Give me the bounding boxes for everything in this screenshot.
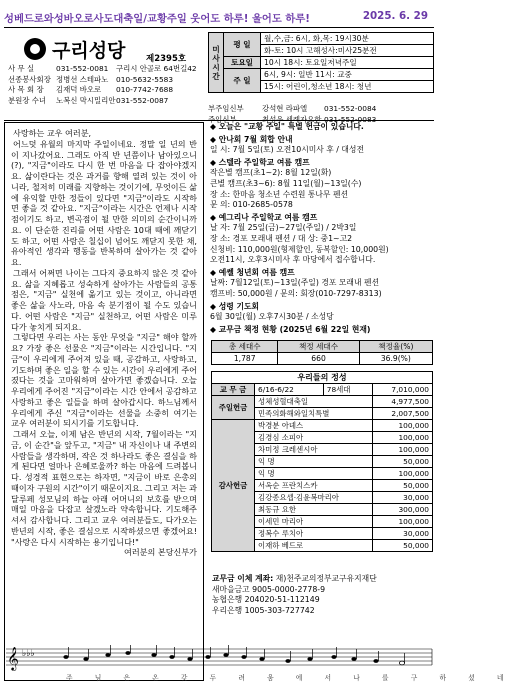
account-holder: 재)천주교의정부교구유지재단 [275,574,377,583]
notice-line: 큰별 캠프(초3~6): 8월 11일(월)~13일(수) [210,178,362,188]
notice-line: 일 시: 7월 5일(토) 오전10시미사 후 / 대성전 [210,145,364,155]
mass-sunday-line2: 15시: 어린이,청소년 18시: 청년 [261,81,434,93]
donation-amount: 300,000 [373,504,433,516]
mass-weekday-label: 평 일 [224,33,261,57]
tithe-account-info [212,574,377,616]
parish-contact-info [8,64,197,106]
letter-paragraph: 사랑하는 교우 여러분, [13,128,92,138]
flat-sign-icon: ♭♭♭ [22,649,35,659]
treble-clef-icon: 𝄞 [7,646,19,670]
donation-amount: 100,000 [373,468,433,480]
notice-title: ◆ 예쎌 청년회 여름 캠프 [210,267,295,277]
stats-header: 책정 세대수 [278,341,359,353]
notice-title: ◆ 성령 기도회 [210,301,260,311]
music-notes [63,645,404,665]
donation-amount: 100,000 [373,516,433,528]
notice-heading: ◆ 오늘은 "교황 주일" 특별 헌금이 있습니다. [210,122,364,131]
donation-name: 민족의화해와일치특별 [255,408,373,420]
header-divider [4,27,434,28]
letter-paragraph: 그래서 오늘, 이제 남은 반년의 시작, 7월이라는 "지금, 이 순간"을 앞두고, "지금" 내 자신이나 내 주변의 사람들을 생각하며, 작은 것 하나라도 좋은 결심을 하게 된다면 얼마나 은혜로울까? 하는 마음에 드려봅니다. 성경적 표현으로는 하자면, "지금이 바로 은총의 때이자 구원의 시간"이기 때문이지요. 그리고 저는 과달루페 성모님의 하늘 아래 어머니의 보호를 받으며 매일 마음을 다잡고 살겠노라 약속합니다. 기도해주셔서 감사합니다. 그리고 교우 여러분들도, 다가오는 반년의 시작, 좋은 결심으로 시작하셨으면 좋겠어요! "사랑은 다시 시작하는 용기입니다!" [11,429,197,547]
notice-title: ◆ 스텔라 주일학교 여름 캠프 [210,157,310,167]
donation-amount: 2,007,500 [373,408,433,420]
donation-amount: 100,000 [373,420,433,432]
header-date: 2025. 6. 29 [362,10,428,22]
contact-row: 사 목 회 장 김재덕 바오로 010-7742-7688 [8,85,174,95]
donation-category: 주일헌금 [212,396,255,420]
notice-line: 캠프비: 50,000원 / 문의: 회장(010-7297-8313) [210,288,382,298]
donation-category: 교 무 금 [212,384,255,396]
stats-header: 책정율(%) [359,341,432,353]
contact-row: 분원장 수녀 노복신 막시밀리안031-552-0087 [8,95,169,105]
mass-weekday-line1: 월,수,금: 6시, 화,목: 19시30분 [261,33,434,45]
top-divider [4,120,434,121]
contact-row: 선종봉사회장 정병선 스테파노 010-5632-5583 [8,74,174,84]
pastor-letter [4,122,204,681]
donation-amount: 50,000 [373,540,433,552]
donation-amount: 7,010,000 [373,384,433,396]
header-text: 성베드로와성바오로사도대축일/교황주일 웃어도 하루! 울어도 하루! [4,13,311,25]
mass-times-table [208,32,434,93]
stats-value: 660 [278,353,359,365]
donation-amount: 30,000 [373,528,433,540]
donation-name: 김강종요셉·김윤복마리아 [255,492,373,504]
account-line: 농협은행 204020-51-112149 [212,595,320,605]
notice-line: 문 의: 010-2685-0578 [210,200,293,210]
notice-line: 작은별 캠프(초1~2): 8월 12일(화) [210,168,332,178]
music-lyrics: 주 님 은 온 갖 두 려 움 에 서 나 를 구 하 셨 네 [66,674,513,682]
letter-signature: 여러분의 본당신부가 [124,547,197,558]
notices-column [210,122,434,335]
issue-number: 제2395호 [146,54,187,64]
letter-paragraph: 그렇다면 우리는 사는 동안 무엇을 "지금" 해야 할까요? 가장 좋은 선물은 "지금"이라는 시간입니다. "지금"이 우리에게 주어져 있을 때, 공감하고, 사랑하고, 기도하며 좋은 일을 할 수 있는 시간이 우리에게 주어졌다는 것을 고마워하며 살아가면 좋겠습니다. 오늘 우리에게 주어진 "지금"이라는 시간 안에서 공감하고 사랑하고 좋은 일들을 하며 살아갑시다. 하느님께서 우리에게 주신 "지금"이라는 선물을 소중히 여기는 교우 여러분이 되시기를 기도합니다. [11,332,197,429]
donation-name: 최동규 요한 [255,504,373,516]
notice-line: 날 자: 7월 25일(금)~27일(주일) / 2박3일 [210,223,357,233]
clergy-row: 부주임신부 강석현 라파엘 031-552-0084 [208,104,377,113]
notice-line: 6월 30일(월) 오후7시30분 / 소성당 [210,312,334,322]
donation-name: 박경분 아녜스 [255,420,373,432]
donations-table [211,371,433,552]
stats-value: 1,787 [212,353,278,365]
letter-paragraph: 어느덧 유월의 마지막 주일이네요. 정말 일 년의 반이 지나갔어요. 그래도 아직 반 년쯤이나 남아있으니(?), "지금"이라도 다시 한 번 마음을 다 잡아야겠지요. 삶이란다는 것은 과거를 향해 열려 있는 것이 아니라, 철저히 미래를 지향하는 것이기에, 무엇이든 삶에 유익할 만한 정들이 있다면 "지금"이라도 시작하면 좋을 것 같아요. "지금"이라는 시간은 언제나 시작점이기도 하고, 변곡점이 될 만한 의미의 순간이니까요. 이 단순한 진리를 어떤 사람은 10대 때에 깨닫기도 하고, 어떤 사람은 칠십이 넘어도 깨닫지 못한 채, 유아적인 생각과 행동을 반복하며 살아가는 것 같아요. [11,138,197,267]
donation-name: 차미정 크레센시아 [255,444,373,456]
donations-caption: 우리들의 정성 [212,372,433,384]
donation-amount: 50,000 [373,456,433,468]
contact-row: 사 무 실 031-552-0081 구리시 안골로 64번길42 [8,64,197,73]
donation-name: 이세민 마리아 [255,516,373,528]
donation-amount: 50,000 [373,480,433,492]
notice-title: ◆ 예그리나 주일학교 여름 캠프 [210,212,318,222]
mass-times-side-label: 미사시간 [209,33,224,93]
letter-paragraph: 그래서 어쩌면 나이는 그다지 중요하지 않은 것 같아요. 삶을 지혜롭고 성숙하게 살아가는 사람들의 공통점은, "지금" 실천에 옮기고 있는 것이고, 아니라면 좋은 삶을 사노라, 마음 속 분기점이 될 수도 있습니다. 어떤 사람은 "지금" 실천하고, 어떤 사람은 미루다가 놓치게 되지요. [11,267,197,332]
donation-name: 김경심 소피아 [255,432,373,444]
notice-title: ◆ 안나회 7월 회합 안내 [210,134,293,144]
tithe-stats-table [211,340,433,365]
donation-amount: 100,000 [373,444,433,456]
stats-title: ◆ 교무금 책정 현황 (2025년 6월 22일 현재) [210,324,371,334]
account-line: 새마을금고 9005-0000-2778-9 [212,584,326,594]
donation-name: 6/16-6/22 [255,384,324,396]
donation-category: 감사헌금 [212,420,255,552]
notice-line: 신청비: 110,000원(형제할인, 동복할인: 10,000원) [210,244,389,254]
donation-name: 이재하 베드로 [255,540,373,552]
notice-line: 장 소: 경포 모래내 펜션 / 대 상: 중1~고2 [210,233,353,243]
mass-saturday-line: 10시 18시: 토요일저녁주일 [261,57,434,69]
donation-amount: 30,000 [373,492,433,504]
account-line: 우리은행 1005-303-727742 [212,605,315,615]
donation-name: 정복수 루치아 [255,528,373,540]
notice-line: 날짜: 7월12일(토)~13일(주일) 경포 모래내 펜션 [210,278,380,288]
mass-sunday-line1: 6시, 9시: 일반 11시: 교중 [261,69,434,81]
donation-name: 익 명 [255,468,373,480]
account-label: 교무금 이체 계좌: [212,574,274,583]
donation-extra: 78세대 [323,384,372,396]
notice-line: 오전11시, 오후3시미사 후 마당에서 접수합니다. [210,255,376,265]
parish-title: 구리성당 [52,40,126,62]
mass-saturday-label: 토요일 [224,57,261,69]
mass-sunday-label: 주 일 [224,69,261,93]
mass-weekday-line2: 화-토: 10시 고해성사:미사25분전 [261,45,434,57]
donation-name: 익 명 [255,456,373,468]
stats-header: 총 세대수 [212,341,278,353]
donation-name: 서옥순 프란치스카 [255,480,373,492]
notice-line: 장 소: 한마음 청소년 수련원 통나무 펜션 [210,189,349,199]
clergy-row: 주임신부 최성우 세례자요한 031-552-0083 [208,114,377,124]
donation-amount: 4,977,500 [373,396,433,408]
parish-logo-icon [24,38,46,60]
stats-value: 36.9(%) [359,353,432,365]
bulletin-header [4,10,434,25]
donation-amount: 100,000 [373,432,433,444]
donation-name: 성체성혈대축일 [255,396,373,408]
